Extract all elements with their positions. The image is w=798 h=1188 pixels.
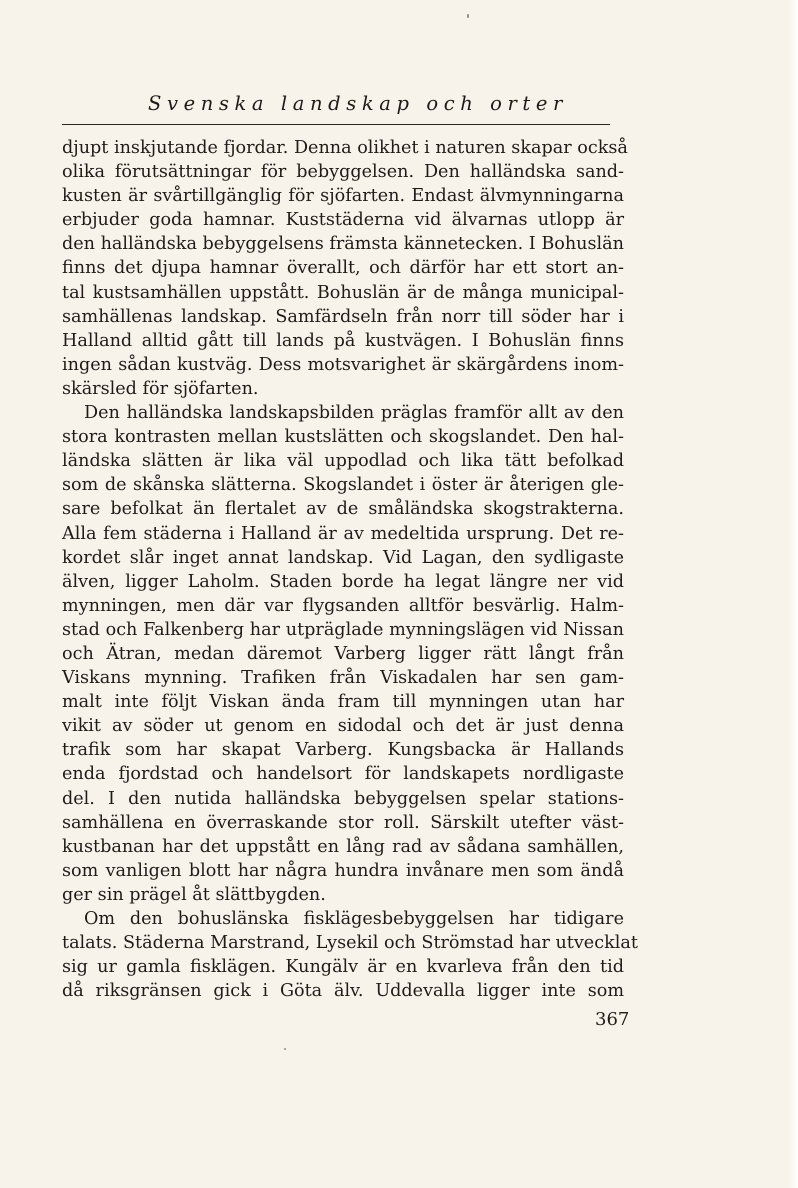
text-line: som de skånska slätterna. Skogslandet i öster är återigen gle- xyxy=(62,475,624,496)
text-line: Den halländska landskapsbilden präglas framför allt av den xyxy=(84,403,624,424)
text-line: vikit av söder ut genom en sidodal och det är just denna xyxy=(62,716,624,737)
text-line: samhällena en överraskande stor roll. Särskilt utefter väst- xyxy=(62,812,624,833)
text-line: sig ur gamla fisklägen. Kungälv är en kvarleva från den tid xyxy=(62,957,624,978)
text-line: älven, ligger Laholm. Staden borde ha legat längre ner vid xyxy=(62,571,624,592)
page-edge xyxy=(788,0,798,1188)
text-line: stora kontrasten mellan kustslätten och skogslandet. Den hal- xyxy=(62,427,624,448)
text-line: enda fjordstad och handelsort för landskapets nordligaste xyxy=(62,764,624,785)
text-line: ger sin prägel åt slättbygden. xyxy=(62,884,326,905)
text-line: erbjuder goda hamnar. Kuststäderna vid älvarnas utlopp är xyxy=(62,210,624,231)
text-line: kusten är svårtillgänglig för sjöfarten. Endast älvmynningarna xyxy=(62,186,624,207)
body-text xyxy=(62,136,638,1003)
text-line: samhällenas landskap. Samfärdseln från norr till söder har i xyxy=(62,306,624,327)
text-line: som vanligen blott har några hundra invånare men som ändå xyxy=(62,860,624,881)
text-line: ländska slätten är lika väl uppodlad och lika tätt befolkad xyxy=(62,451,624,472)
text-line: sare befolkat än flertalet av de småländska skogstrakterna. xyxy=(62,499,624,520)
text-line: kordet slår inget annat landskap. Vid Lagan, den sydligaste xyxy=(62,547,624,568)
paper-speck xyxy=(284,1048,286,1050)
paper-speck xyxy=(467,14,469,18)
text-line: del. I den nutida halländska bebyggelsen spelar stations- xyxy=(62,788,624,809)
paragraph xyxy=(62,136,628,401)
text-line: stad och Falkenberg har utpräglade mynningslägen vid Nissan xyxy=(62,619,624,640)
text-line: ingen sådan kustväg. Dess motsvarighet är skärgårdens inom- xyxy=(62,354,624,375)
text-line: malt inte följt Viskan ända fram till mynningen utan har xyxy=(62,692,624,713)
paragraph xyxy=(62,401,624,907)
text-line: finns det djupa hamnar överallt, och därför har ett stort an- xyxy=(62,258,624,279)
paragraph xyxy=(62,907,638,1003)
text-line: Viskans mynning. Trafiken från Viskadalen har sen gam- xyxy=(62,668,624,689)
text-line: då riksgränsen gick i Göta älv. Uddevalla ligger inte som xyxy=(62,981,624,1002)
text-line: tal kustsamhällen uppstått. Bohuslän är de många municipal- xyxy=(62,282,624,303)
text-line: skärsled för sjöfarten. xyxy=(62,378,259,399)
text-line: Alla fem städerna i Halland är av medeltida ursprung. Det re- xyxy=(62,523,624,544)
text-line: talats. Städerna Marstrand, Lysekil och Strömstad har utvecklat xyxy=(62,933,638,954)
text-line: trafik som har skapat Varberg. Kungsbacka är Hallands xyxy=(62,740,624,761)
header-rule xyxy=(62,124,610,125)
text-line: Om den bohuslänska fisklägesbebyggelsen har tidigare xyxy=(84,909,624,929)
text-line: mynningen, men där var flygsanden alltför besvärlig. Halm- xyxy=(62,595,624,616)
text-line: kustbanan har det uppstått en lång rad av sådana samhällen, xyxy=(62,836,624,857)
text-line: och Ätran, medan däremot Varberg ligger rätt långt från xyxy=(62,643,624,664)
running-head: Svenska landskap och orter xyxy=(148,92,568,115)
text-line: Halland alltid gått till lands på kustvägen. I Bohuslän finns xyxy=(62,330,624,351)
text-line: olika förutsättningar för bebyggelsen. Den halländska sand- xyxy=(62,162,624,183)
text-line: djupt inskjutande fjordar. Denna olikhet i naturen skapar också xyxy=(62,138,628,158)
text-line: den halländska bebyggelsens främsta kännetecken. I Bohuslän xyxy=(62,234,624,255)
page-number: 367 xyxy=(595,1009,630,1030)
